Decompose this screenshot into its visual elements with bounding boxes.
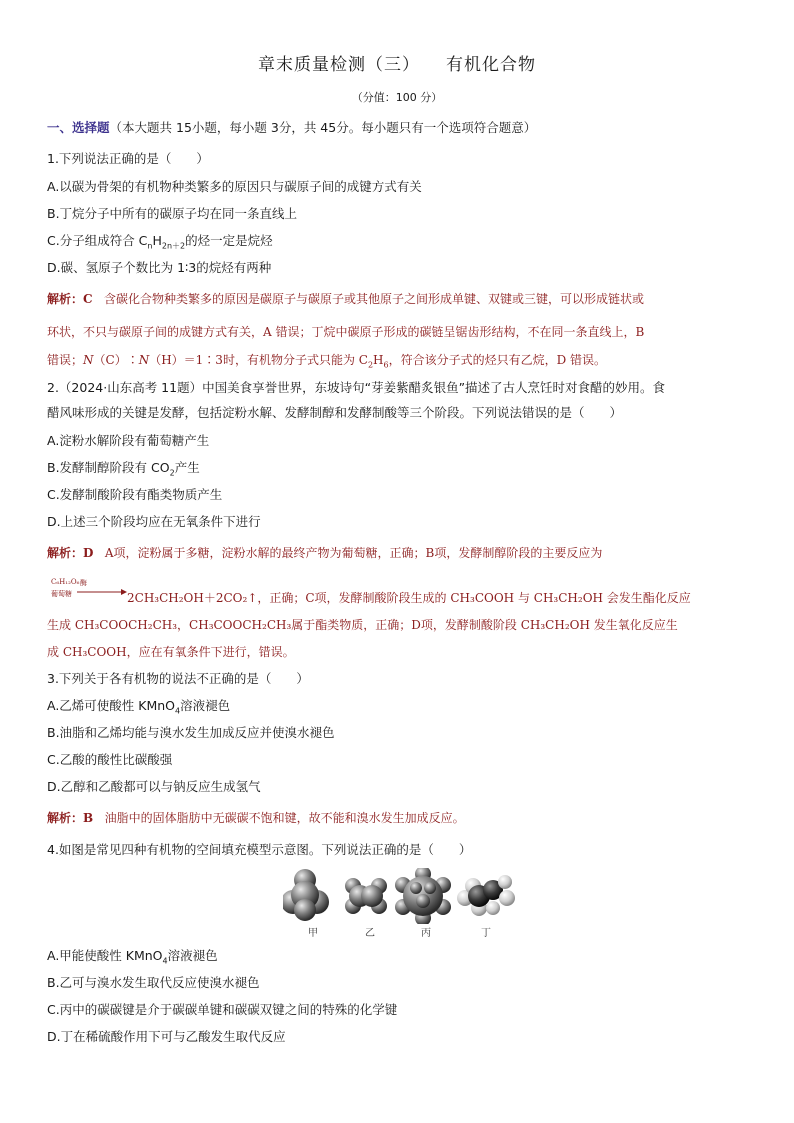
title-main: 章末质量检测（三） <box>258 55 420 75</box>
q1-stem: 1.下列说法正确的是（ ） <box>47 151 209 166</box>
q2-option-c: C.发酵制酸阶段有酯类物质产生 <box>47 487 223 502</box>
q2-option-d: D.上述三个阶段均应在无氧条件下进行 <box>47 514 261 529</box>
label-jia: 甲 <box>308 928 318 939</box>
ethylene-model <box>345 878 387 914</box>
section-label: 一、选择题 <box>47 120 110 135</box>
q4-a-sub: 4 <box>162 956 168 966</box>
answer-label: 解析：D <box>47 546 94 560</box>
benzene-model <box>395 868 451 924</box>
reactant-name: 葡萄糖 <box>51 590 72 598</box>
ethanol-model <box>457 875 515 916</box>
q1-answer-line-3 <box>47 352 606 368</box>
answer-text: （H）＝1∶3时，有机物分子式只能为 C <box>149 353 368 367</box>
q2-answer-line-1 <box>47 545 602 561</box>
page-title <box>0 50 794 75</box>
q1-c-sub: 2n＋2 <box>161 241 186 251</box>
q1-c-text: C.分子组成符合 C <box>47 233 148 248</box>
methane-model <box>283 869 329 921</box>
reaction-arrow <box>47 578 127 606</box>
q2-answer-line-4: 成 CH₃COOH，应在有氧条件下进行，错误。 <box>47 645 295 659</box>
answer-label: 解析：C <box>47 292 93 306</box>
q1-c-text: 的烃一定是烷烃 <box>185 233 273 248</box>
answer-text: 错误； <box>47 353 84 367</box>
reactant-formula: C₆H₁₂O₆ <box>51 578 80 586</box>
answer-sub: 2 <box>367 360 374 370</box>
molecule-figure <box>283 868 523 938</box>
q4-option-a <box>47 948 218 964</box>
q2-answer-line-2: 2CH₃CH₂OH＋2CO₂↑，正确；C项，发酵制酸阶段生成的 CH₃COOH 与 CH₃CH₂OH 会发生酯化反应 <box>127 591 691 605</box>
q1-c-text: H <box>152 233 162 248</box>
q4-stem: 4.如图是常见四种有机物的空间填充模型示意图。下列说法正确的是（ ） <box>47 842 472 857</box>
q3-option-a <box>47 698 230 714</box>
q3-a-text: A.乙烯可使酸性 KMnO <box>47 698 176 713</box>
section-text: （本大题共 15小题，每小题 3分，共 45分。每小题只有一个选项符合题意） <box>109 120 537 135</box>
q1-option-d: D.碳、氢原子个数比为 1∶3的烷烃有两种 <box>47 260 272 275</box>
q4-option-d: D.丁在稀硫酸作用下可与乙酸发生取代反应 <box>47 1029 286 1044</box>
q2-option-a: A.淀粉水解阶段有葡萄糖产生 <box>47 433 210 448</box>
answer-text: ，符合该分子式的烃只有乙烷，D 错误。 <box>388 353 607 367</box>
q3-option-d: D.乙醇和乙酸都可以与钠反应生成氢气 <box>47 779 261 794</box>
q2-b-text: 产生 <box>174 460 200 475</box>
q2-stem-line-1: 2.（2024·山东高考 11题）中国美食享誉世界，东坡诗句“芽姜紫醋炙银鱼”描述了古人烹饪时对食醋的妙用。食 <box>47 380 666 395</box>
score-note: （分值：100 分） <box>351 91 443 104</box>
q2-option-b <box>47 460 200 476</box>
title-topic: 有机化合物 <box>446 55 536 75</box>
q1-c-sub: n <box>147 241 153 251</box>
q2-stem-line-2: 醋风味形成的关键是发酵，包括淀粉水解、发酵制醇和发酵制酸等三个阶段。下列说法错误的是（ ） <box>47 405 623 420</box>
q4-a-text: 溶液褪色 <box>167 948 218 963</box>
q1-answer-line-1 <box>47 291 644 307</box>
q2-b-sub: 2 <box>169 468 175 478</box>
reaction-arrow-icon <box>77 588 127 598</box>
space-filling-models <box>283 868 523 924</box>
q1-option-a: A.以碳为骨架的有机物种类繁多的原因只与碳原子间的成键方式有关 <box>47 179 422 194</box>
label-ding: 丁 <box>481 928 491 939</box>
q3-a-text: 溶液褪色 <box>180 698 231 713</box>
answer-text: A项，淀粉属于多糖，淀粉水解的最终产物为葡萄糖，正确；B项，发酵制醇阶段的主要反应为 <box>104 546 603 560</box>
answer-text: N <box>83 353 94 367</box>
q3-a-sub: 4 <box>175 706 181 716</box>
answer-text: 含碳化合物种类繁多的原因是碳原子与碳原子或其他原子之间形成单键、双键或三键，可以形成链状或 <box>104 292 645 306</box>
q1-option-b: B.丁烷分子中所有的碳原子均在同一条直线上 <box>47 206 298 221</box>
answer-text: N <box>138 353 150 367</box>
answer-text: H <box>373 353 384 367</box>
q1-answer-line-2: 环状，不只与碳原子间的成键方式有关，A 错误；丁烷中碳原子形成的碳链呈锯齿形结构，不在同一条直线上，B <box>47 325 645 339</box>
answer-sub: 6 <box>383 360 389 370</box>
answer-text: 油脂中的固体脂肪中无碳碳不饱和键，故不能和溴水发生加成反应。 <box>104 811 465 825</box>
q3-option-b: B.油脂和乙烯均能与溴水发生加成反应并使溴水褪色 <box>47 725 335 740</box>
q2-answer-line-3: 生成 CH₃COOCH₂CH₃，CH₃COOCH₂CH₃属于酯类物质，正确；D项，发酵制酸阶段 CH₃CH₂OH 发生氧化反应生 <box>47 618 678 632</box>
section-heading <box>47 120 536 136</box>
q4-a-text: A.甲能使酸性 KMnO <box>47 948 163 963</box>
answer-label: 解析：B <box>47 811 94 825</box>
label-bing: 丙 <box>421 928 431 939</box>
q4-option-b: B.乙可与溴水发生取代反应使溴水褪色 <box>47 975 260 990</box>
label-yi: 乙 <box>365 928 375 939</box>
reaction-condition: 酶 <box>80 579 87 587</box>
q4-option-c: C.丙中的碳碳键是介于碳碳单键和碳碳双键之间的特殊的化学键 <box>47 1002 398 1017</box>
q3-answer-line-1 <box>47 810 465 826</box>
q2-b-text: B.发酵制醇阶段有 CO <box>47 460 170 475</box>
answer-text: （C）∶ <box>93 353 139 367</box>
q1-option-c <box>47 233 273 249</box>
q3-stem: 3.下列关于各有机物的说法不正确的是（ ） <box>47 671 309 686</box>
q3-option-c: C.乙酸的酸性比碳酸强 <box>47 752 173 767</box>
